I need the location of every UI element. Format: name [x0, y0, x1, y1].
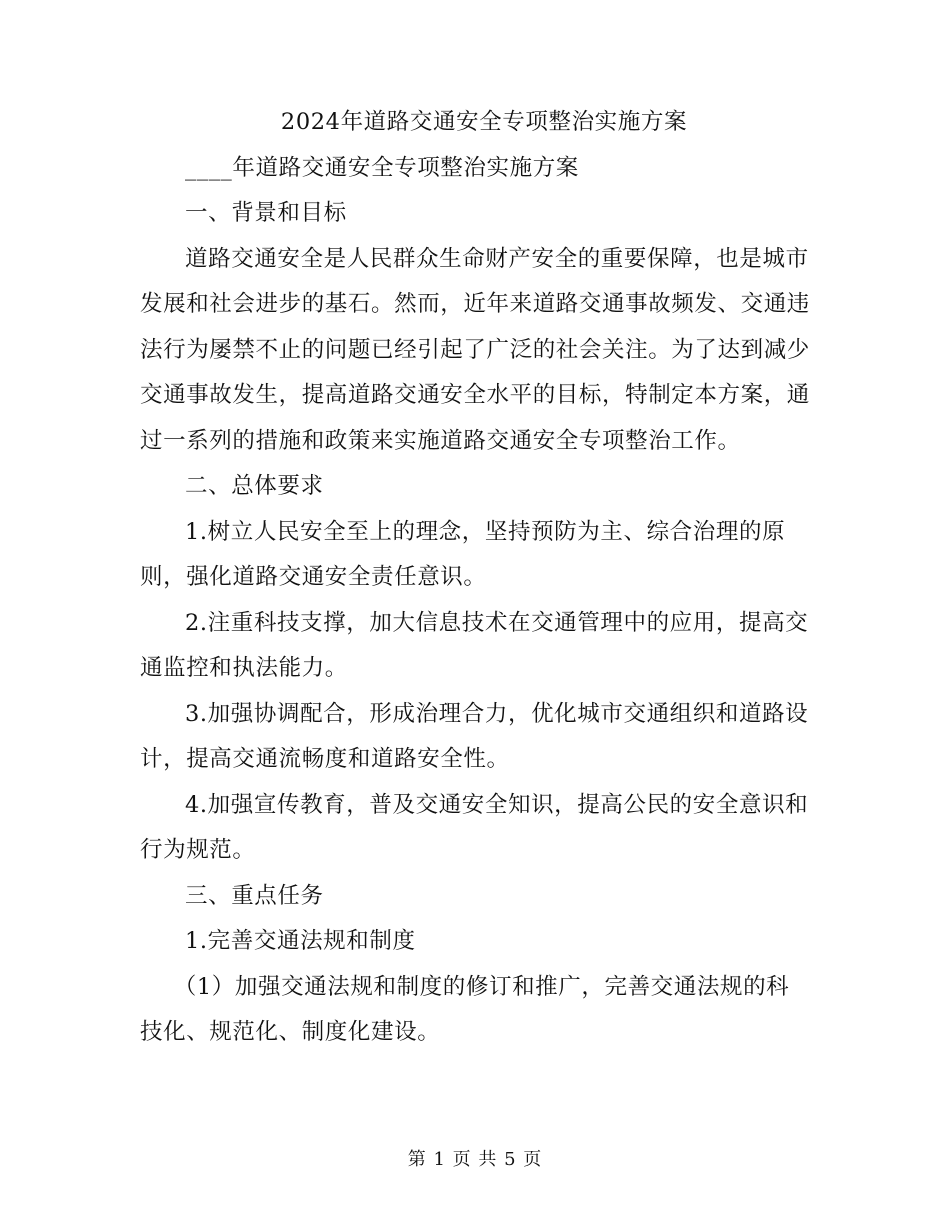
requirement-item-3: 3.加强协调配合，形成治理合力，优化城市交通组织和道路设计，提高交通流畅度和道路安全性。: [140, 700, 809, 772]
background-paragraph: 道路交通安全是人民群众生命财产安全的重要保障，也是城市发展和社会进步的基石。然而，近年来道路交通事故频发、交通违法行为屡禁不止的问题已经引起了广泛的社会关注。为了达到减少交通事故发生，提高道路交通安全水平的目标，特制定本方案，通过一系列的措施和政策来实施道路交通安全专项整治工作。: [140, 245, 810, 454]
requirement-item-1: 1.树立人民安全至上的理念，坚持预防为主、综合治理的原则，强化道路交通安全责任意识。: [140, 518, 786, 590]
section-heading-key-tasks: 三、重点任务: [185, 882, 324, 909]
task-item-1: 1.完善交通法规和制度: [185, 928, 416, 954]
document-body: [140, 100, 810, 1056]
section-heading-requirements: 二、总体要求: [185, 473, 324, 499]
requirement-item-2: 2.注重科技支撑，加大信息技术在交通管理中的应用，提高交通监控和执法能力。: [140, 609, 809, 681]
page-footer: 第 1 页 共 5 页: [407, 1149, 543, 1170]
document-title: 2024年道路交通安全专项整治实施方案: [280, 109, 688, 135]
section-heading-background: 一、背景和目标: [185, 200, 347, 226]
requirement-item-4: 4.加强宣传教育，普及交通安全知识，提高公民的安全意识和行为规范。: [140, 791, 809, 863]
subtitle-line: ____年道路交通安全专项整治实施方案: [185, 154, 579, 181]
task-subitem-1: （1）加强交通法规和制度的修订和推广，完善交通法规的科技化、规范化、制度化建设。: [140, 973, 790, 1045]
